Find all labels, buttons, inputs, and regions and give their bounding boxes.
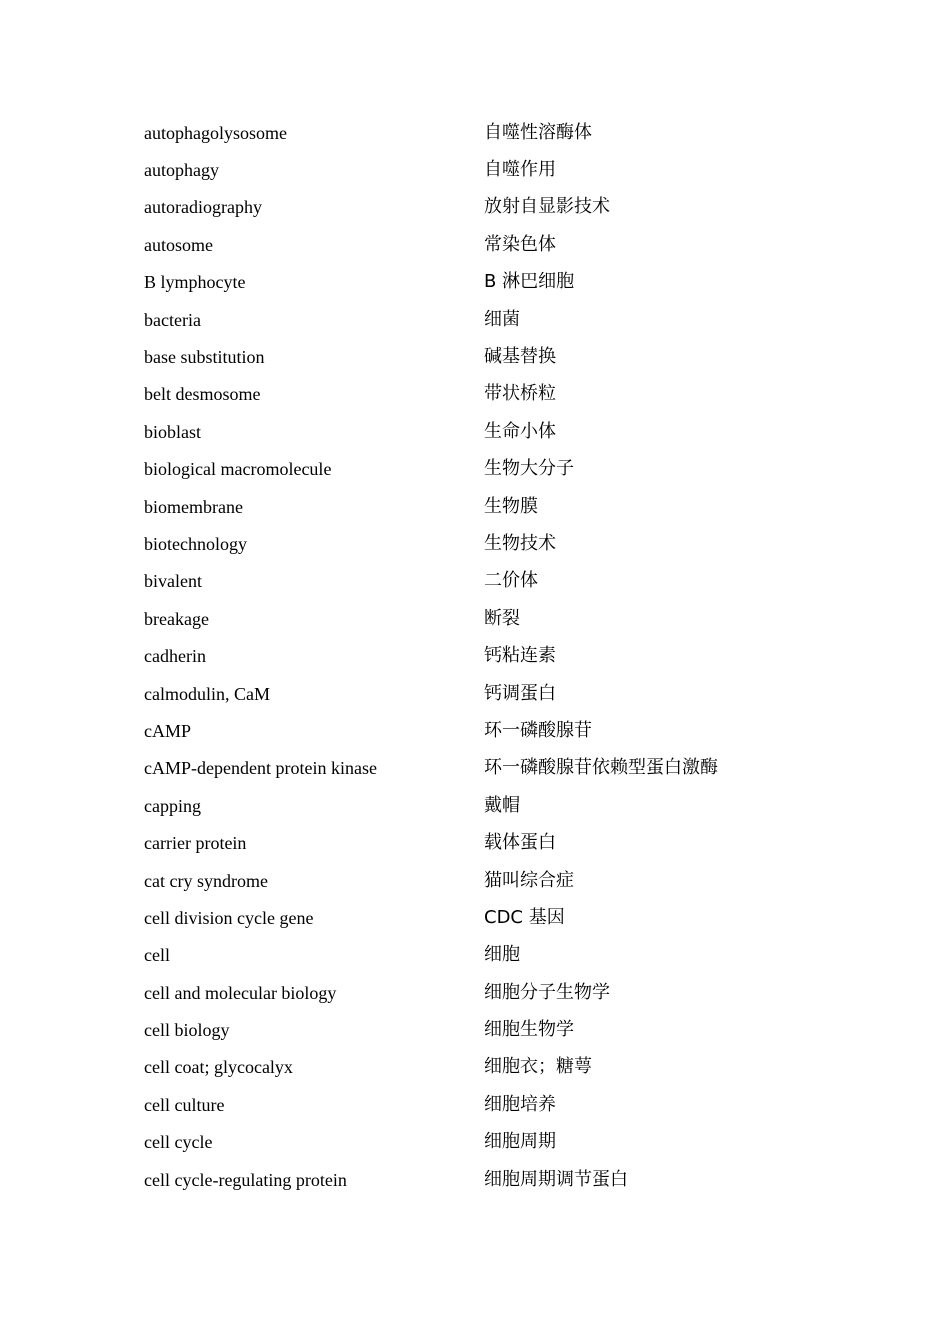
chinese-term: 细胞分子生物学 (484, 981, 610, 1003)
english-term: carrier protein (144, 833, 247, 854)
english-term: biomembrane (144, 496, 243, 517)
chinese-term: B 淋巴细胞 (484, 271, 575, 293)
glossary-row (144, 600, 844, 637)
english-term: cat cry syndrome (144, 870, 268, 891)
english-term: bioblast (144, 421, 201, 442)
glossary-row (144, 189, 844, 226)
glossary-row (144, 974, 844, 1011)
english-term: cAMP (144, 720, 192, 741)
english-term: biological macromolecule (144, 459, 332, 480)
chinese-term: 载体蛋白 (484, 832, 556, 854)
english-term: breakage (144, 608, 209, 629)
english-term: autophagolysosome (144, 122, 287, 143)
glossary-row (144, 264, 844, 301)
chinese-term: 生命小体 (484, 420, 556, 442)
chinese-term: 断裂 (484, 607, 520, 629)
glossary-row (144, 563, 844, 600)
glossary-row (144, 862, 844, 899)
glossary-row (144, 488, 844, 525)
chinese-term: 细胞衣；糖萼 (484, 1056, 592, 1078)
english-term: cell (144, 945, 170, 966)
glossary-row (144, 750, 844, 787)
glossary-row (144, 114, 844, 151)
chinese-term: 细胞生物学 (484, 1019, 574, 1041)
glossary-row (144, 1049, 844, 1086)
chinese-term: 猫叫综合症 (484, 869, 574, 891)
glossary-row (144, 1124, 844, 1161)
glossary-row (144, 937, 844, 974)
english-term: cell culture (144, 1094, 225, 1115)
chinese-term: 碱基替换 (484, 346, 556, 368)
english-term: cell cycle (144, 1132, 213, 1153)
chinese-term: CDC 基因 (484, 906, 565, 928)
glossary-row (144, 451, 844, 488)
chinese-term: 自噬作用 (484, 159, 556, 181)
chinese-term: 细胞周期调节蛋白 (484, 1168, 628, 1190)
chinese-term: 二价体 (484, 570, 538, 592)
chinese-term: 戴帽 (484, 794, 520, 816)
chinese-term: 细胞 (484, 944, 520, 966)
glossary-row (144, 151, 844, 188)
glossary-row (144, 1086, 844, 1123)
chinese-term: 细胞周期 (484, 1131, 556, 1153)
english-term: cell coat; glycocalyx (144, 1057, 293, 1078)
english-term: calmodulin, CaM (144, 683, 270, 704)
chinese-term: 钙调蛋白 (484, 682, 556, 704)
english-term: bacteria (144, 309, 201, 330)
english-term: capping (144, 795, 201, 816)
english-term: autosome (144, 234, 213, 255)
english-term: cell division cycle gene (144, 907, 314, 928)
english-term: cAMP-dependent protein kinase (144, 758, 377, 779)
glossary-row (144, 1161, 844, 1198)
glossary-row (144, 525, 844, 562)
english-term: B lymphocyte (144, 272, 246, 293)
english-term: cell cycle-regulating protein (144, 1169, 347, 1190)
chinese-term: 细菌 (484, 308, 520, 330)
glossary-row (144, 338, 844, 375)
english-term: bivalent (144, 571, 202, 592)
chinese-term: 生物技术 (484, 532, 556, 554)
chinese-term: 常染色体 (484, 233, 556, 255)
glossary-row (144, 787, 844, 824)
chinese-term: 环一磷酸腺苷 (484, 719, 592, 741)
chinese-term: 生物大分子 (484, 458, 574, 480)
glossary-row (144, 376, 844, 413)
english-term: biotechnology (144, 533, 247, 554)
chinese-term: 环一磷酸腺苷依赖型蛋白激酶 (484, 757, 718, 779)
glossary-row (144, 301, 844, 338)
english-term: cell and molecular biology (144, 982, 337, 1003)
glossary-row (144, 675, 844, 712)
glossary-row (144, 637, 844, 674)
english-term: belt desmosome (144, 384, 261, 405)
english-term: autoradiography (144, 197, 262, 218)
chinese-term: 生物膜 (484, 495, 538, 517)
english-term: autophagy (144, 160, 219, 181)
glossary-row (144, 899, 844, 936)
chinese-term: 钙粘连素 (484, 645, 556, 667)
chinese-term: 细胞培养 (484, 1093, 556, 1115)
chinese-term: 放射自显影技术 (484, 196, 610, 218)
glossary-row (144, 1011, 844, 1048)
english-term: base substitution (144, 347, 265, 368)
english-term: cell biology (144, 1020, 230, 1041)
chinese-term: 自噬性溶酶体 (484, 121, 592, 143)
glossary-row (144, 824, 844, 861)
english-term: cadherin (144, 646, 206, 667)
glossary-row (144, 712, 844, 749)
glossary-list (144, 114, 844, 1198)
chinese-term: 带状桥粒 (484, 383, 556, 405)
glossary-row (144, 413, 844, 450)
glossary-row (144, 226, 844, 263)
